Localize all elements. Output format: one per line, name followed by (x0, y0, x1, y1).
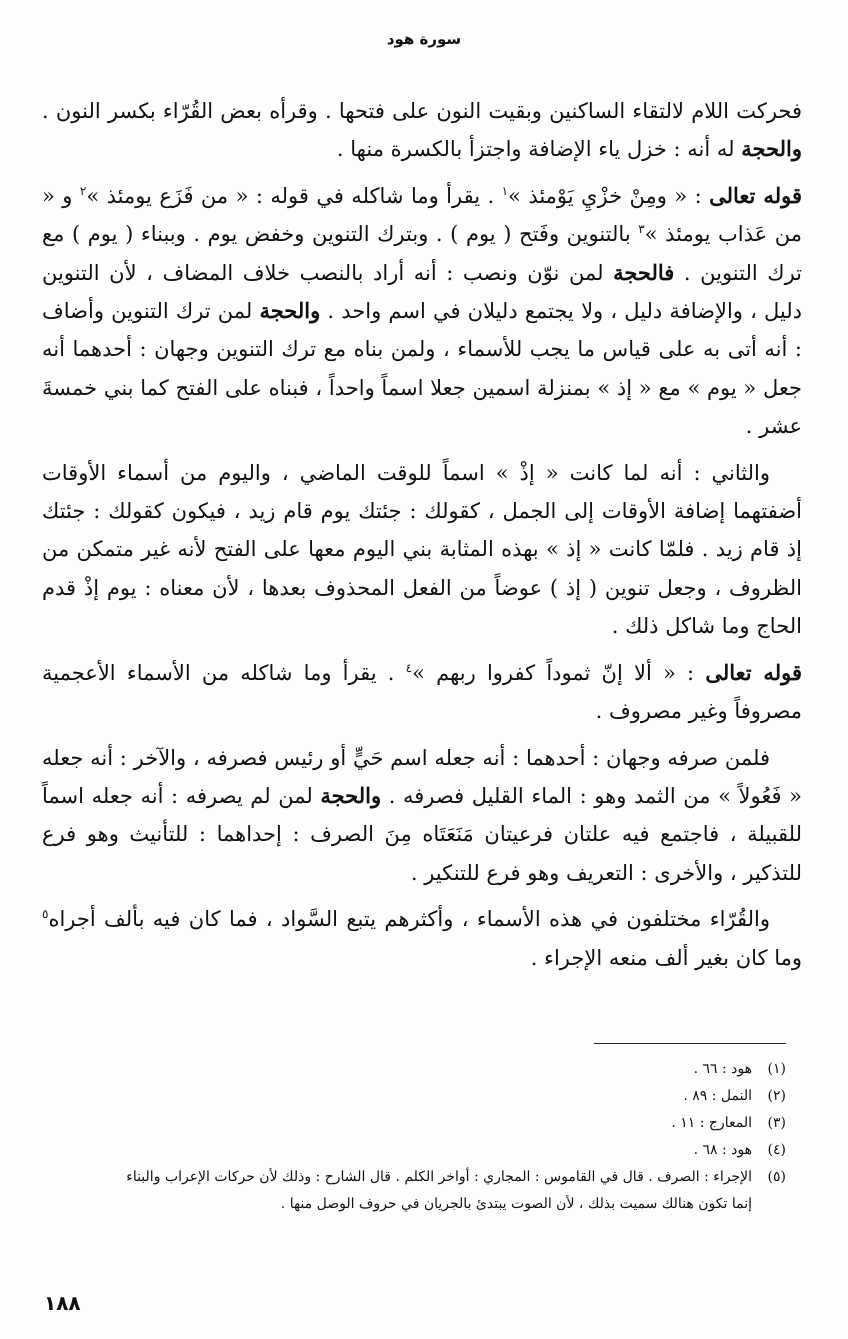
text-run: أنه جعله « فَعُولاً » من الثمد وهو : الماء القليل فصرفه . (42, 745, 802, 808)
text-run: فرع للتذكير ، والأخرى : التعريف وهو فرع للتنكير . (42, 822, 802, 885)
bold-term: والحجة (320, 782, 382, 808)
text-run: أنه أتى به على قياس ما يجب للأسماء ، ولمن بناه مع ترك التنوين وجهان : أحدهما أنه (42, 337, 788, 362)
footnote-number: (٢) (767, 1088, 786, 1104)
text-run: . يقرأ وما شاكله من الأسماء الأعجمية (42, 660, 406, 685)
text-run: . يقرأ وما شاكله في قوله : « من فَزَع يومئذ » (86, 183, 502, 208)
text-run: الظروف ، وجعل تنوين ( إذ ) عوضاً من الفعل المحذوف بعدها ، لأن معناه : يوم إذْ (83, 575, 802, 600)
footnote (56, 1056, 786, 1083)
footnote-marker: ٤ (405, 660, 413, 675)
paragraph (42, 900, 802, 977)
text-run: : « ومِنْ خزْيِ يَوْمئذ » (508, 183, 710, 208)
paragraph (42, 739, 802, 893)
footnote-number: (٥) (767, 1169, 786, 1185)
text-run: اسماً للقبيلة ، فاجتمع فيه علتان فرعيتان مَنَعَتَاه مِنَ الصرف : إحداهما : للتأنيث وهو (42, 783, 802, 847)
text-run: بالتنوين وفَتح ( يوم ) . وبترك التنوين وخفض يوم . وببناء ( يوم ) (72, 222, 639, 247)
footnote-number: (٤) (767, 1142, 786, 1158)
paragraph (42, 654, 802, 731)
page-number: ١٨٨ (44, 1291, 81, 1315)
footnote-number: (١) (767, 1061, 786, 1077)
text-run: له أنه : خزل ياء الإضافة واجتزأ بالكسرة منها . (336, 137, 742, 162)
text-run: دليل ، والإضافة دليل ، ولا يجتمع دليلان في اسم واحد . (320, 299, 803, 324)
text-run: : « ألا إنّ ثموداً كفروا ربهم » (412, 660, 706, 685)
footnote-text: الإجراء : الصرف . قال في القاموس : المجاري : أواخر الكلم . قال الشارح : وذلك لأن حركات الإعراب والبناء (126, 1169, 752, 1185)
text-run: فلمن صرفه وجهان : أحدهما : أنه جعله اسم حَيٍّ أو رئيس فصرفه ، والآخر : (119, 745, 770, 770)
footnote (56, 1164, 786, 1191)
footnote-text: النمل : ٨٩ . (683, 1088, 752, 1104)
text-run: إضافة الأوقات إلى الجمل ، كقولك : جئتك يوم قام زيد ، فيكون كقولك : جئتك (42, 499, 726, 524)
footnote-text: هود : ٦٦ . (693, 1061, 752, 1077)
text-run: جعل « يوم » مع « إذ » بمنزلة اسمين جعلا اسماً واحداً ، فبناه على الفتح كما بني خمسةَ عشر . (42, 375, 802, 439)
bold-term: قوله تعالى (705, 659, 802, 685)
footnote-marker: ٢ (79, 183, 87, 198)
text-run: قدم الحاج وما شاكل ذلك . (42, 575, 802, 639)
bold-term: قوله تعالى (709, 182, 802, 208)
main-text (42, 92, 802, 977)
text-run: فحركت اللام لالتقاء الساكنين وبقيت النون على فتحها . وقرأه بعض القُرّاء بكسر النون . (42, 99, 802, 123)
footnote-text: هود : ٦٨ . (693, 1142, 752, 1158)
footnote-marker: ٣ (638, 222, 645, 237)
bold-term: والحجة (741, 136, 802, 162)
text-run: والثاني : أنه لما كانت « إذْ » اسماً للوقت الماضي ، واليوم من أسماء الأوقات أضفتهما (42, 460, 802, 524)
bold-term: فالحجة (613, 259, 675, 285)
paragraph (42, 92, 802, 169)
footnote-marker: ١ (501, 183, 509, 198)
footnote-separator (594, 1043, 786, 1044)
text-run: لمن نوّن ونصب : أنه أراد بالنصب خلاف المضاف ، لأن التنوين (42, 260, 614, 285)
text-run: مع ترك التنوين . (42, 222, 803, 285)
footnote-marker: ٥ (42, 907, 49, 922)
footnote-number: (٣) (767, 1115, 786, 1131)
text-run: إذ قام زيد . فلمّا كانت « إذ » بهذه المثابة بني اليوم معها على الفتح لأنه غير متمكن من (42, 537, 802, 562)
paragraph (42, 177, 802, 446)
footnote-text: المعارج : ١١ . (671, 1115, 752, 1131)
running-header: سورة هود (386, 30, 462, 48)
paragraph (42, 454, 802, 646)
footnotes (56, 1056, 786, 1218)
footnote (56, 1137, 786, 1164)
text-run: مصروفاً وغير مصروف . (595, 699, 802, 724)
text-run: لمن لم يصرفه : أنه جعله (91, 783, 321, 808)
bold-term: والحجة (259, 298, 321, 324)
text-run: لمن ترك التنوين وأضاف : (42, 299, 802, 362)
text-run: والقُرّاء مختلفون في هذه الأسماء ، وأكثرهم يتبع السَّواد ، فما كان فيه بألف أجراه (48, 907, 770, 932)
footnote (56, 1083, 786, 1110)
text-run: وما كان بغير ألف منعه الإجراء . (530, 945, 802, 970)
footnote-continuation: إنما تكون هنالك سميت بذلك ، لأن الصوت يبتدئ بالجريان في حروف الوصل منها . (280, 1196, 752, 1212)
footnote (56, 1110, 786, 1137)
text-run: و « من عَذاب يومئذ » (42, 183, 802, 247)
